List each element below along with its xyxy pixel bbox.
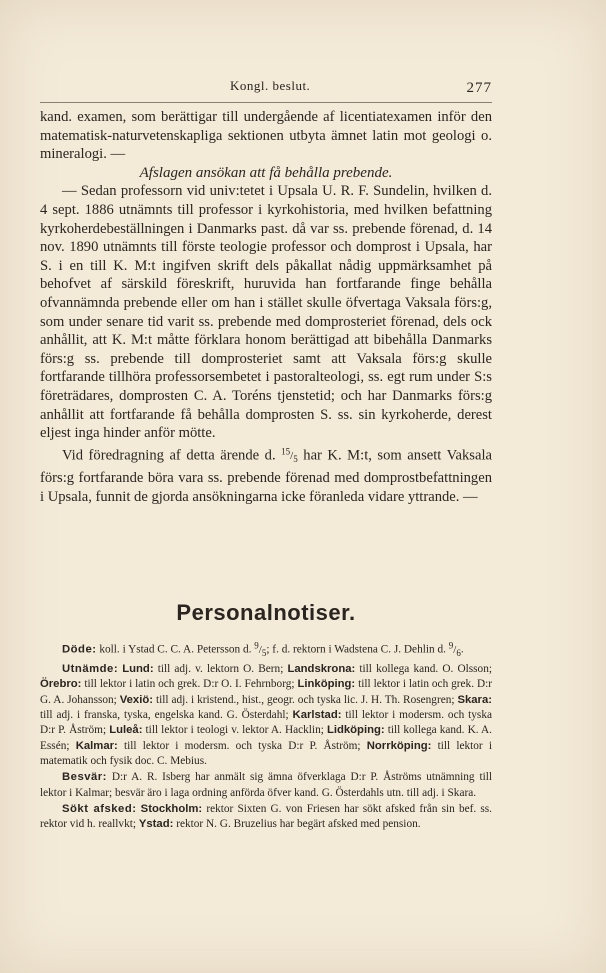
list-item: Lidköping: till kollega kand. K. A. Essén; bbox=[40, 724, 492, 752]
personal-notices bbox=[40, 638, 492, 833]
list-item: Landskrona: till kollega kand. O. Olsson; bbox=[287, 663, 492, 676]
notice-label: Sökt afsked: bbox=[62, 802, 137, 815]
date-fraction: $^{15}/_5$ bbox=[281, 446, 298, 465]
list-item: Kalmar: till lektor i modersm. och tyska D:r P. Åström; bbox=[75, 739, 361, 752]
list-item: Linköping: till lektor i latin och grek. D:r G. A. Johansson; bbox=[40, 678, 493, 706]
notice-label: Utnämde: bbox=[62, 663, 119, 676]
header-rule bbox=[40, 102, 492, 103]
main-text bbox=[40, 108, 492, 506]
subheading: Afslagen ansökan att få behålla prebende. bbox=[139, 164, 393, 181]
list-item: Norrköping: till lektor i matematik och fysik doc. C. Mebius. bbox=[40, 739, 493, 767]
notice-label: Besvär: bbox=[62, 771, 107, 784]
list-item: Lund: till adj. v. lektorn O. Bern; bbox=[122, 663, 284, 676]
notice-label: Döde: bbox=[62, 643, 97, 656]
page-header bbox=[40, 78, 492, 98]
paragraph-3 bbox=[40, 443, 492, 507]
section-title: Personalnotiser. bbox=[176, 600, 356, 625]
notice-sokt-afsked bbox=[40, 802, 492, 833]
list-item: Skara: till adj. i franska, tyska, engelska kand. G. Österdahl; bbox=[40, 693, 492, 722]
list-item: Luleå: till lektor i teologi v. lektor A. Hacklin; bbox=[109, 724, 324, 737]
list-item: Ystad: rektor N. G. Bruzelius har begärt afsked med pension. bbox=[138, 818, 421, 831]
paragraph-2: — Sedan professorn vid univ:tetet i Upsala U. R. F. Sundelin, hvilken d. 4 sept. 1886 utnämnts till professor i kyrkohistoria, med hvilken befattning kyrkoherdebeställningen i Danmarks past. då var ss. prebende förenad, d. 14 nov. 1890 utnämnts till förste teologie professor och domprost i Upsala, har S. i en till K. M:t ingifven skrift dels påkallat nådig uppmärksamhet på behofvet af särskild föreskrift, huruvida han fortfarande finge behålla ofvannämnda prebende eller om han i stället skulle öfvertaga Vaksala förs:g, som under senare tid varit ss. prebende med domprosteriet förenad, dels ock anhållit, att K. M:t måtte förklara honom berättigad att bibehålla Danmarks förs:g ss. prebende till domprosteriet samt att Vaksala förs:g skulle fortfarande tillhöra professorsembetet i pastoralteologi, ss. egt rum under S:s företrädares, domprosten C. A. Toréns tjenstetid; och har Danmarks förs:g anhållit att fortfarande få behålla domprosten S. ss. sin kyrkoherde, derest eljest inga hinder anför mötte. bbox=[40, 183, 492, 442]
notice-besvar: Besvär: D:r A. R. Isberg har anmält sig ämna öfverklaga D:r P. Åströms utnämning till lektor i Kalmar; besvär äro i laga ordning anförda öfver kand. G. Österdahls utn. till adj. i Skara. bbox=[40, 771, 492, 799]
paragraph-3-start: Vid föredragning af detta ärende d. bbox=[62, 447, 276, 464]
list-item: Stockholm: rektor Sixten G. von Friesen har sökt afsked från sin bef. ss. rektor vid h. reallvkt; bbox=[40, 802, 492, 831]
notice-utnamde bbox=[40, 662, 492, 769]
list-item: Karlstad: till lektor i modersm. och tyska D:r P. Åström; bbox=[40, 709, 492, 737]
page-number: 277 bbox=[466, 80, 492, 96]
list-item: Örebro: till lektor i latin och grek. D:r O. I. Fehrnborg; bbox=[40, 678, 295, 691]
running-title: Kongl. beslut. bbox=[230, 78, 311, 93]
notice-dode: Döde: koll. i Ystad C. C. A. Petersson d. $^9/_5$; f. d. rektorn i Wadstena C. J. Dehlin d. $^9/_6$. bbox=[62, 640, 464, 658]
paragraph-3-end: har K. M:t, som ansett Vaksala förs:g fortfarande böra vara ss. prebende förenad med domprostbefattningen i Upsala, funnit de gjorda ansökningarna icke föranleda vidare yttrande. — bbox=[40, 447, 492, 505]
list-item: Vexiö: till adj. i kristend., hist., geogr. och tyska lic. J. H. Th. Rosengren; bbox=[119, 693, 455, 706]
paragraph-1: kand. examen, som berättigar till undergående af licentiatexamen inför den matematisk-naturvetenskapliga sektionen utbyta ämnet latin mot geologi o. mineralogi. — bbox=[40, 109, 492, 163]
